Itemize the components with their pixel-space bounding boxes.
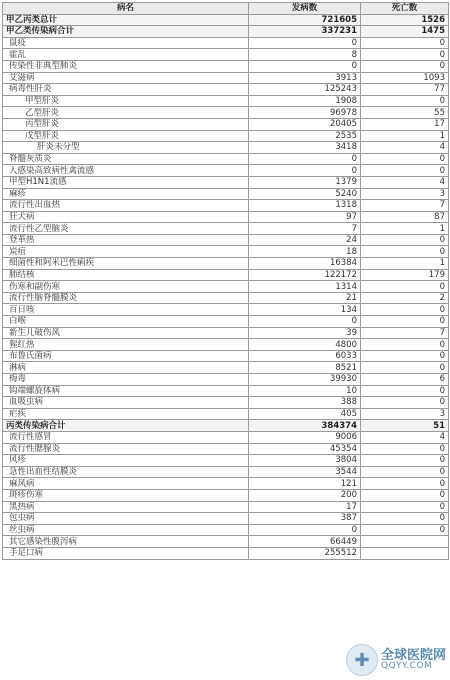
disease-name-cell: 丝虫病	[3, 524, 249, 536]
table-row	[3, 60, 449, 72]
deaths-cell: 55	[361, 107, 449, 119]
disease-name-cell: 梅毒	[3, 374, 249, 386]
disease-name-cell: 脊髓灰质炎	[3, 153, 249, 165]
disease-name-cell: 流行性出血热	[3, 200, 249, 212]
table-row	[3, 258, 449, 270]
disease-name-cell: 流行性乙型脑炎	[3, 223, 249, 235]
deaths-cell: 1475	[361, 26, 449, 38]
cases-cell: 3804	[249, 455, 361, 467]
cases-cell: 39	[249, 327, 361, 339]
table-row	[3, 142, 449, 154]
deaths-cell: 0	[361, 246, 449, 258]
cases-cell: 1908	[249, 95, 361, 107]
disease-name-cell: 细菌性和阿米巴性痢疾	[3, 258, 249, 270]
disease-name-cell: 甲型肝炎	[3, 95, 249, 107]
cases-cell: 1314	[249, 281, 361, 293]
deaths-cell: 0	[361, 304, 449, 316]
table-row	[3, 188, 449, 200]
table-row	[3, 431, 449, 443]
cases-cell: 0	[249, 165, 361, 177]
deaths-cell: 1526	[361, 14, 449, 26]
cases-cell: 6033	[249, 350, 361, 362]
deaths-cell: 0	[361, 339, 449, 351]
table-row	[3, 339, 449, 351]
table-row	[3, 153, 449, 165]
deaths-cell: 1093	[361, 72, 449, 84]
disease-name-cell: 甲乙类传染病合计	[3, 26, 249, 38]
header-disease-name: 病名	[3, 3, 249, 15]
cases-cell: 3418	[249, 142, 361, 154]
table-row	[3, 107, 449, 119]
table-row	[3, 14, 449, 26]
deaths-cell: 0	[361, 49, 449, 61]
deaths-cell: 17	[361, 118, 449, 130]
disease-name-cell: 布鲁氏菌病	[3, 350, 249, 362]
table-row	[3, 26, 449, 38]
disease-name-cell: 病毒性肝炎	[3, 84, 249, 96]
cases-cell: 66449	[249, 536, 361, 548]
disease-name-cell: 流行性脑脊髓膜炎	[3, 292, 249, 304]
disease-name-cell: 钩端螺旋体病	[3, 385, 249, 397]
table-row	[3, 200, 449, 212]
table-header-row	[3, 3, 449, 15]
deaths-cell: 0	[361, 316, 449, 328]
cases-cell: 387	[249, 513, 361, 525]
disease-name-cell: 斑疹伤寒	[3, 489, 249, 501]
deaths-cell	[361, 547, 449, 559]
table-row	[3, 466, 449, 478]
deaths-cell: 7	[361, 200, 449, 212]
deaths-cell: 4	[361, 142, 449, 154]
disease-name-cell: 黑热病	[3, 501, 249, 513]
table-row	[3, 374, 449, 386]
cases-cell: 0	[249, 60, 361, 72]
disease-name-cell: 风疹	[3, 455, 249, 467]
disease-name-cell: 急性出血性结膜炎	[3, 466, 249, 478]
disease-statistics-table	[2, 2, 449, 560]
hospital-logo-icon: ✚	[346, 644, 378, 676]
deaths-cell: 0	[361, 281, 449, 293]
disease-name-cell: 乙型肝炎	[3, 107, 249, 119]
deaths-cell: 0	[361, 385, 449, 397]
cases-cell: 5240	[249, 188, 361, 200]
cases-cell: 1318	[249, 200, 361, 212]
cases-cell: 45354	[249, 443, 361, 455]
cases-cell: 8	[249, 49, 361, 61]
cases-cell: 96978	[249, 107, 361, 119]
table-row	[3, 397, 449, 409]
deaths-cell: 0	[361, 478, 449, 490]
table-row	[3, 246, 449, 258]
deaths-cell: 51	[361, 420, 449, 432]
disease-name-cell: 麻风病	[3, 478, 249, 490]
table-row	[3, 84, 449, 96]
deaths-cell: 0	[361, 362, 449, 374]
table-body	[3, 14, 449, 559]
deaths-cell: 1	[361, 223, 449, 235]
table-row	[3, 513, 449, 525]
deaths-cell: 0	[361, 95, 449, 107]
table-row	[3, 316, 449, 328]
watermark	[346, 644, 446, 676]
table-row	[3, 420, 449, 432]
disease-name-cell: 甲乙丙类总计	[3, 14, 249, 26]
watermark-title: 全球医院网	[380, 648, 446, 663]
disease-name-cell: 传染性非典型肺炎	[3, 60, 249, 72]
cases-cell: 4800	[249, 339, 361, 351]
table-row	[3, 478, 449, 490]
deaths-cell: 0	[361, 153, 449, 165]
deaths-cell: 1	[361, 130, 449, 142]
deaths-cell: 0	[361, 397, 449, 409]
cases-cell: 121	[249, 478, 361, 490]
disease-name-cell: 甲型H1N1流感	[3, 176, 249, 188]
table-row	[3, 327, 449, 339]
disease-name-cell: 肺结核	[3, 269, 249, 281]
deaths-cell: 4	[361, 431, 449, 443]
cases-cell: 405	[249, 408, 361, 420]
deaths-cell: 0	[361, 524, 449, 536]
disease-name-cell: 包虫病	[3, 513, 249, 525]
table-row	[3, 536, 449, 548]
cases-cell: 0	[249, 524, 361, 536]
header-deaths: 死亡数	[361, 3, 449, 15]
deaths-cell: 0	[361, 443, 449, 455]
deaths-cell: 0	[361, 234, 449, 246]
table-row	[3, 223, 449, 235]
cases-cell: 0	[249, 37, 361, 49]
cases-cell: 0	[249, 316, 361, 328]
disease-name-cell: 淋病	[3, 362, 249, 374]
disease-name-cell: 手足口病	[3, 547, 249, 559]
table-row	[3, 281, 449, 293]
cases-cell: 388	[249, 397, 361, 409]
disease-name-cell: 新生儿破伤风	[3, 327, 249, 339]
table-row	[3, 408, 449, 420]
disease-name-cell: 肝炎未分型	[3, 142, 249, 154]
disease-name-cell: 戊型肝炎	[3, 130, 249, 142]
table-row	[3, 362, 449, 374]
cases-cell: 21	[249, 292, 361, 304]
disease-name-cell: 登革热	[3, 234, 249, 246]
deaths-cell: 0	[361, 350, 449, 362]
disease-name-cell: 狂犬病	[3, 211, 249, 223]
disease-name-cell: 猩红热	[3, 339, 249, 351]
table-row	[3, 130, 449, 142]
cases-cell: 125243	[249, 84, 361, 96]
disease-name-cell: 百日咳	[3, 304, 249, 316]
table-row	[3, 118, 449, 130]
disease-name-cell: 炭疽	[3, 246, 249, 258]
table-row	[3, 489, 449, 501]
deaths-cell: 0	[361, 37, 449, 49]
table-row	[3, 501, 449, 513]
cases-cell: 255512	[249, 547, 361, 559]
deaths-cell: 1	[361, 258, 449, 270]
table-row	[3, 385, 449, 397]
deaths-cell: 179	[361, 269, 449, 281]
table-row	[3, 49, 449, 61]
cases-cell: 39930	[249, 374, 361, 386]
disease-name-cell: 丙类传染病合计	[3, 420, 249, 432]
disease-name-cell: 伤寒和副伤寒	[3, 281, 249, 293]
disease-name-cell: 白喉	[3, 316, 249, 328]
disease-name-cell: 流行性腮腺炎	[3, 443, 249, 455]
cases-cell: 8521	[249, 362, 361, 374]
watermark-url: QQYY.COM	[380, 661, 433, 671]
cases-cell: 134	[249, 304, 361, 316]
disease-name-cell: 丙型肝炎	[3, 118, 249, 130]
cases-cell: 200	[249, 489, 361, 501]
deaths-cell: 3	[361, 408, 449, 420]
disease-name-cell: 血吸虫病	[3, 397, 249, 409]
table-row	[3, 37, 449, 49]
cases-cell: 0	[249, 153, 361, 165]
deaths-cell: 0	[361, 513, 449, 525]
cases-cell: 17	[249, 501, 361, 513]
cases-cell: 3544	[249, 466, 361, 478]
cases-cell: 7	[249, 223, 361, 235]
table-row	[3, 304, 449, 316]
deaths-cell: 0	[361, 466, 449, 478]
disease-name-cell: 艾滋病	[3, 72, 249, 84]
cases-cell: 721605	[249, 14, 361, 26]
deaths-cell	[361, 536, 449, 548]
table-row	[3, 547, 449, 559]
deaths-cell: 3	[361, 188, 449, 200]
cases-cell: 2535	[249, 130, 361, 142]
deaths-cell: 0	[361, 60, 449, 72]
deaths-cell: 0	[361, 489, 449, 501]
deaths-cell: 0	[361, 501, 449, 513]
cases-cell: 16384	[249, 258, 361, 270]
cases-cell: 97	[249, 211, 361, 223]
cases-cell: 24	[249, 234, 361, 246]
cases-cell: 384374	[249, 420, 361, 432]
disease-name-cell: 疟疾	[3, 408, 249, 420]
table-row	[3, 455, 449, 467]
cases-cell: 337231	[249, 26, 361, 38]
deaths-cell: 7	[361, 327, 449, 339]
deaths-cell: 87	[361, 211, 449, 223]
cases-cell: 1379	[249, 176, 361, 188]
table-row	[3, 443, 449, 455]
table-row	[3, 176, 449, 188]
table-row	[3, 350, 449, 362]
disease-name-cell: 流行性感冒	[3, 431, 249, 443]
cases-cell: 18	[249, 246, 361, 258]
table-row	[3, 95, 449, 107]
disease-name-cell: 人感染高致病性禽流感	[3, 165, 249, 177]
header-cases: 发病数	[249, 3, 361, 15]
table-row	[3, 211, 449, 223]
disease-name-cell: 其它感染性腹泻病	[3, 536, 249, 548]
deaths-cell: 0	[361, 455, 449, 467]
disease-name-cell: 霍乱	[3, 49, 249, 61]
deaths-cell: 0	[361, 165, 449, 177]
table-row	[3, 234, 449, 246]
table-row	[3, 72, 449, 84]
deaths-cell: 2	[361, 292, 449, 304]
table-row	[3, 165, 449, 177]
deaths-cell: 6	[361, 374, 449, 386]
deaths-cell: 4	[361, 176, 449, 188]
cases-cell: 9006	[249, 431, 361, 443]
table-row	[3, 292, 449, 304]
cases-cell: 20405	[249, 118, 361, 130]
disease-name-cell: 麻疹	[3, 188, 249, 200]
cases-cell: 122172	[249, 269, 361, 281]
table-row	[3, 524, 449, 536]
cases-cell: 3913	[249, 72, 361, 84]
disease-name-cell: 鼠疫	[3, 37, 249, 49]
cases-cell: 10	[249, 385, 361, 397]
table-row	[3, 269, 449, 281]
deaths-cell: 77	[361, 84, 449, 96]
